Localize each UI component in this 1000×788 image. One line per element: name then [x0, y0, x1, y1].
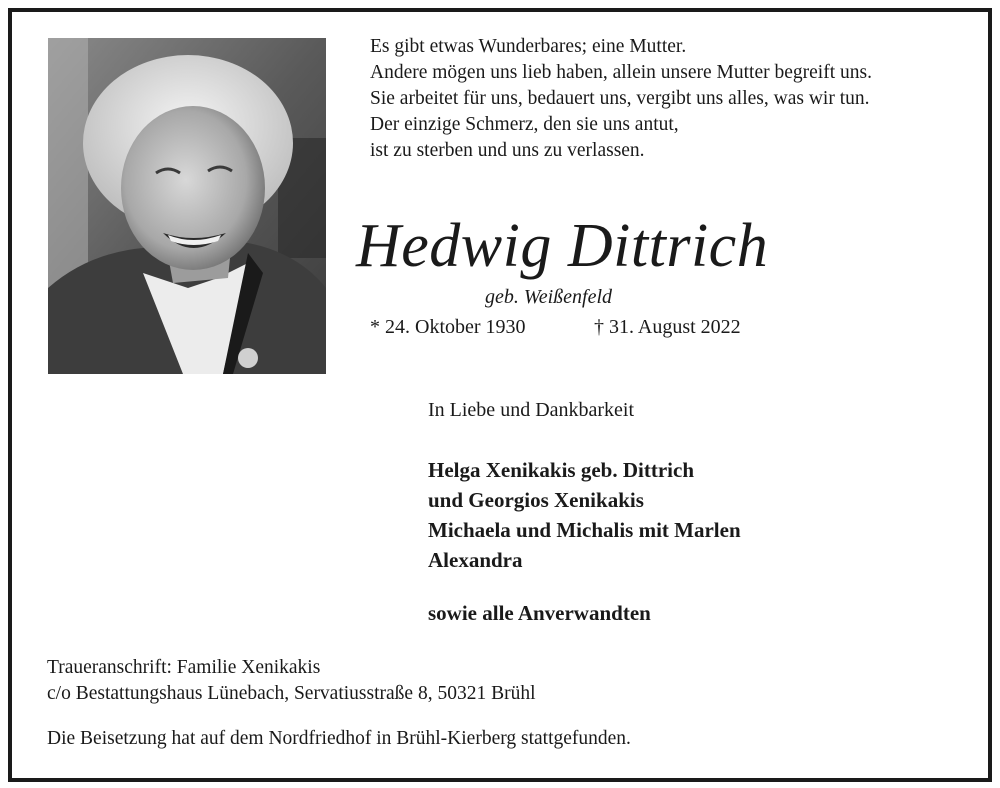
deceased-name: Hedwig Dittrich	[356, 212, 769, 280]
poem	[370, 34, 970, 164]
poem-line: Der einzige Schmerz, den sie uns antut,	[370, 114, 679, 135]
relatives-line: sowie alle Anverwandten	[428, 601, 651, 625]
birth-name: geb. Weißenfeld	[485, 286, 613, 308]
mourner-name: Helga Xenikakis geb. Dittrich	[428, 458, 694, 482]
poem-line: ist zu sterben und uns zu verlassen.	[370, 140, 645, 161]
portrait-photo	[48, 38, 326, 374]
poem-line: Sie arbeitet für uns, bedauert uns, vergibt uns alles, was wir tun.	[370, 88, 870, 109]
mourning-address	[47, 655, 536, 707]
address-line: c/o Bestattungshaus Lünebach, Servatiusstraße 8, 50321 Brühl	[47, 683, 536, 704]
poem-line: Andere mögen uns lieb haben, allein unsere Mutter begreift uns.	[370, 62, 872, 83]
mourner-name: Michaela und Michalis mit Marlen	[428, 518, 741, 542]
death-date: † 31. August 2022	[594, 316, 741, 338]
mourner-name: und Georgios Xenikakis	[428, 488, 644, 512]
poem-line: Es gibt etwas Wunderbares; eine Mutter.	[370, 36, 687, 57]
address-line: Traueranschrift: Familie Xenikakis	[47, 657, 321, 678]
mourners-list	[428, 455, 741, 575]
birth-date: * 24. Oktober 1930	[370, 316, 526, 338]
mourners-intro: In Liebe und Dankbarkeit	[428, 399, 635, 421]
mourner-name: Alexandra	[428, 548, 523, 572]
burial-note: Die Beisetzung hat auf dem Nordfriedhof in Brühl-Kierberg stattgefunden.	[47, 728, 631, 749]
